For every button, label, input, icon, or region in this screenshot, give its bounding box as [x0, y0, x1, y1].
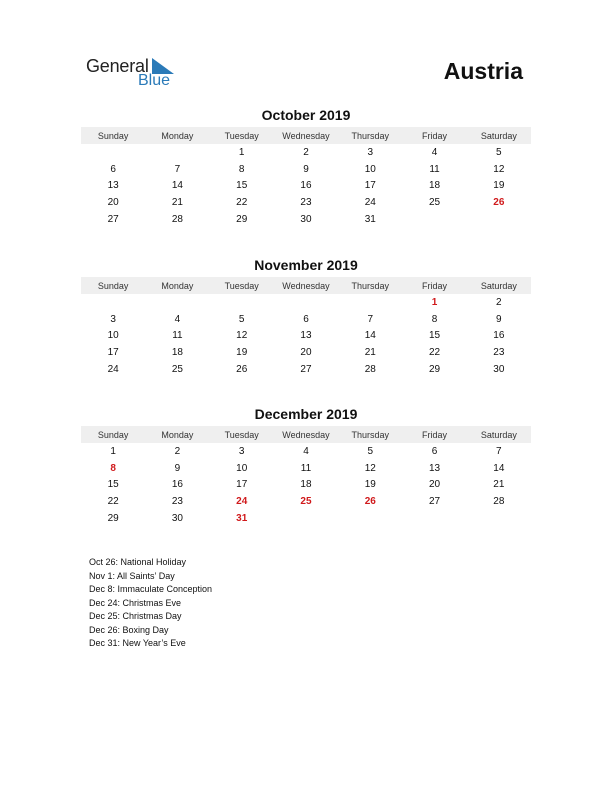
date-cell: 15 [107, 479, 119, 491]
weekday-label: Sunday [97, 429, 129, 440]
weekday-label: Wednesday [282, 429, 330, 440]
weekday-header [81, 277, 531, 294]
date-cell: 7 [496, 445, 502, 457]
date-cell: 20 [300, 347, 312, 359]
date-cell: 10 [107, 330, 119, 342]
date-cell: 5 [496, 146, 502, 158]
date-cell: 28 [364, 364, 376, 376]
month-december [81, 405, 531, 527]
date-cell: 9 [303, 163, 309, 175]
date-cell: 19 [364, 479, 376, 491]
week-row [81, 328, 531, 345]
month-title: December 2019 [254, 406, 358, 422]
holiday-note: Dec 8: Immaculate Conception [89, 584, 213, 594]
date-cell: 8 [431, 313, 438, 325]
date-cell: 2 [303, 146, 309, 158]
date-cell: 29 [107, 513, 119, 525]
holiday-date: 31 [236, 513, 248, 525]
holiday-note: Nov 1: All Saints’ Day [89, 570, 175, 581]
holiday-date: 24 [236, 496, 248, 508]
date-cell: 12 [236, 330, 248, 342]
holiday-note: Dec 24: Christmas Eve [89, 597, 182, 608]
date-cell: 20 [428, 479, 441, 491]
week-row [81, 361, 531, 378]
date-cell: 3 [367, 146, 374, 158]
date-cell: 17 [364, 180, 376, 192]
date-cell: 6 [431, 445, 438, 457]
weekday-label: Monday [161, 130, 194, 141]
date-cell: 19 [236, 347, 248, 359]
weekday-label: Sunday [97, 280, 129, 291]
logo-text-blue: Blue [138, 72, 171, 89]
weekday-label: Friday [422, 280, 448, 291]
date-cell: 18 [171, 347, 183, 359]
weekday-label: Sunday [97, 130, 129, 141]
date-cell: 18 [300, 479, 312, 491]
date-cell: 29 [236, 214, 248, 226]
date-cell: 20 [107, 197, 119, 209]
country-title: Austria [443, 58, 523, 84]
weekday-label: Thursday [351, 429, 390, 440]
date-cell: 23 [171, 496, 183, 508]
weekday-label: Monday [161, 280, 194, 291]
weekday-header [81, 127, 531, 144]
holiday-date: 25 [300, 496, 312, 508]
date-cell: 13 [428, 462, 441, 474]
date-cell: 16 [300, 180, 312, 192]
date-cell: 19 [493, 180, 505, 192]
date-cell: 25 [171, 364, 183, 376]
date-cell: 17 [107, 347, 119, 359]
date-cell: 6 [303, 313, 309, 325]
date-cell: 3 [110, 313, 116, 325]
date-cell: 1 [238, 146, 245, 158]
date-cell: 8 [238, 163, 245, 175]
date-cell: 13 [300, 330, 312, 342]
week-row [81, 477, 531, 494]
date-cell: 21 [171, 197, 183, 209]
holiday-list [89, 556, 212, 651]
month-november [81, 256, 531, 378]
weekday-label: Tuesday [224, 130, 259, 141]
date-cell: 14 [493, 462, 505, 474]
weekday-label: Saturday [480, 280, 517, 291]
holiday-note: Dec 31: New Year’s Eve [89, 638, 186, 648]
date-cell: 26 [236, 364, 248, 376]
week-row [81, 294, 531, 311]
holiday-note: Dec 25: Christmas Day [89, 611, 182, 621]
date-cell: 25 [428, 197, 441, 209]
date-cell: 15 [428, 330, 441, 342]
date-cell: 29 [428, 364, 441, 376]
weekday-label: Saturday [480, 429, 517, 440]
date-cell: 28 [171, 214, 183, 226]
date-cell: 23 [493, 347, 505, 359]
week-row [81, 144, 531, 161]
date-cell: 11 [300, 462, 312, 474]
weekday-label: Saturday [480, 130, 517, 141]
date-cell: 4 [174, 313, 181, 325]
weekday-label: Thursday [351, 280, 390, 291]
date-cell: 30 [493, 364, 505, 376]
date-cell: 6 [110, 163, 116, 175]
date-cell: 22 [107, 496, 119, 508]
date-cell: 9 [174, 462, 181, 474]
date-cell: 21 [364, 347, 376, 359]
date-cell: 21 [493, 479, 505, 491]
date-cell: 11 [172, 330, 183, 342]
date-cell: 3 [238, 445, 245, 457]
date-cell: 11 [429, 163, 440, 175]
date-cell: 16 [493, 330, 505, 342]
date-cell: 23 [300, 197, 312, 209]
date-cell: 4 [431, 146, 438, 158]
date-cell: 12 [493, 163, 505, 175]
month-october [81, 106, 531, 228]
date-cell: 24 [107, 364, 119, 376]
weekday-label: Friday [422, 429, 448, 440]
date-cell: 27 [107, 214, 119, 226]
date-cell: 16 [171, 479, 183, 491]
date-cell: 5 [238, 313, 245, 325]
week-row [81, 510, 531, 527]
date-cell: 17 [236, 479, 248, 491]
date-cell: 27 [428, 496, 441, 508]
date-cell: 14 [364, 330, 376, 342]
holiday-note: Oct 26: National Holiday [89, 557, 187, 567]
holiday-note: Dec 26: Boxing Day [89, 624, 169, 635]
weekday-label: Wednesday [282, 280, 330, 291]
weekday-label: Thursday [351, 130, 390, 141]
weekday-label: Wednesday [282, 130, 330, 141]
weekday-label: Tuesday [224, 280, 259, 291]
weekday-label: Monday [161, 429, 194, 440]
date-cell: 7 [367, 313, 374, 325]
date-cell: 1 [110, 445, 116, 457]
date-cell: 28 [493, 496, 505, 508]
date-cell: 5 [367, 445, 374, 457]
date-cell: 30 [171, 513, 183, 525]
month-title: November 2019 [254, 257, 358, 273]
holiday-date: 1 [431, 296, 438, 308]
date-cell: 30 [300, 214, 312, 226]
week-row [81, 211, 531, 228]
holiday-date: 8 [110, 462, 116, 474]
date-cell: 14 [171, 180, 183, 192]
holiday-date: 26 [493, 197, 505, 209]
date-cell: 18 [428, 180, 441, 192]
date-cell: 2 [174, 445, 181, 457]
weekday-header [81, 426, 531, 443]
date-cell: 22 [236, 197, 248, 209]
weekday-label: Friday [422, 130, 448, 141]
week-row [81, 194, 531, 211]
month-title: October 2019 [261, 107, 351, 123]
week-row [81, 443, 531, 460]
date-cell: 31 [364, 214, 376, 226]
date-cell: 10 [236, 462, 248, 474]
holiday-date: 26 [364, 496, 376, 508]
week-row [81, 493, 531, 510]
date-cell: 4 [303, 445, 309, 457]
date-cell: 2 [496, 296, 502, 308]
week-row [81, 311, 531, 328]
date-cell: 12 [364, 462, 376, 474]
date-cell: 24 [364, 197, 376, 209]
date-cell: 9 [496, 313, 502, 325]
date-cell: 10 [364, 163, 376, 175]
date-cell: 27 [300, 364, 312, 376]
date-cell: 13 [107, 180, 119, 192]
date-cell: 22 [428, 347, 441, 359]
week-row [81, 161, 531, 178]
date-cell: 15 [236, 180, 248, 192]
week-row [81, 460, 531, 477]
week-row [81, 344, 531, 361]
date-cell: 7 [174, 163, 181, 175]
logo [86, 56, 186, 92]
logo-text-general: General [86, 56, 149, 76]
weekday-label: Tuesday [224, 429, 259, 440]
week-row [81, 178, 531, 195]
